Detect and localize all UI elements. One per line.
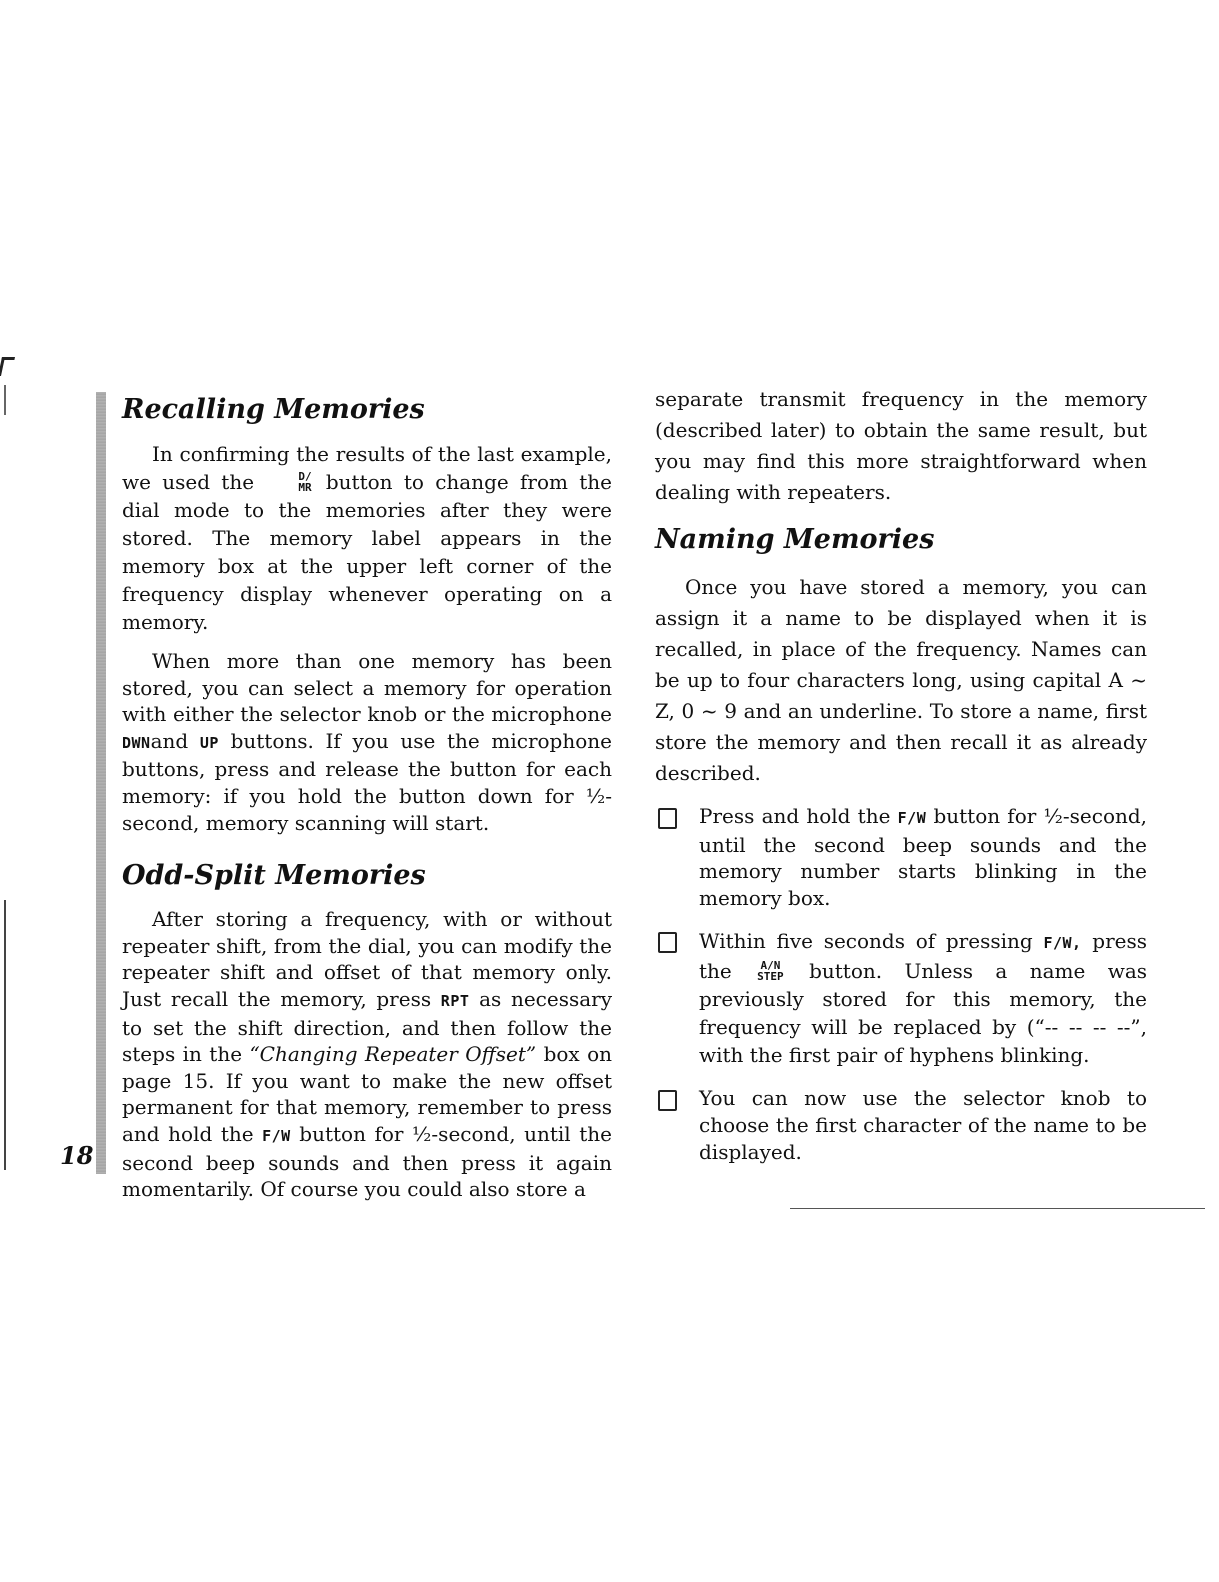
section-side-bar — [96, 392, 106, 1174]
recalling-p1-text-a: In confirming the results of the last example, we used the — [122, 442, 612, 494]
heading-recalling-memories: Recalling Memories — [122, 394, 425, 425]
continuation-paragraph: separate transmit frequency in the memory (described later) to obtain the same result, but you may find this more straightforward when dealing with repeaters. — [655, 387, 1147, 504]
step-1 — [655, 803, 1147, 911]
page-number: 18 — [60, 1141, 94, 1170]
step-3-text: You can now use the selector knob to choose the first character of the name to be displayed. — [699, 1086, 1147, 1164]
recalling-paragraph-2 — [122, 648, 612, 836]
right-column — [655, 384, 1147, 1165]
step-3 — [655, 1085, 1147, 1165]
dwn-key-label: DWN — [122, 733, 151, 752]
step-2 — [655, 927, 1147, 1069]
heading-naming-memories: Naming Memories — [655, 524, 935, 555]
step-1-text-b: button for ½-second, until the second beep sounds and the memory number starts blinking in the memory box. — [699, 804, 1148, 910]
step-2-text — [699, 927, 1147, 1069]
naming-intro-paragraph: Once you have stored a memory, you can assign it a name to be displayed when it is recalled, in place of the frequency. Names can be up to four characters long, using capital A ~ Z, 0 ~ 9 and an underline. To store a name, first store the memory and then recall it as already described. — [655, 575, 1147, 785]
checkbox-icon — [658, 932, 677, 953]
up-key-label: UP — [199, 733, 219, 752]
scan-edge-line — [4, 900, 6, 1170]
scan-corner-mark — [0, 357, 15, 376]
odd-split-text-d: button for ½-second, until the second beep sounds and then press it again momentarily. Of course you could also store a — [122, 1121, 612, 1202]
odd-split-paragraph — [122, 906, 612, 1203]
odd-split-text-a: After storing a frequency, with or without repeater shift, from the dial, you can modify the repeater shift and offset of that memory only. Just recall the memory, press — [122, 907, 612, 1011]
odd-split-text-b: as necessary to set the shift direction, and then follow the steps in the — [122, 986, 613, 1067]
heading-odd-split-memories: Odd-Split Memories — [122, 860, 426, 892]
checkbox-icon — [658, 1090, 677, 1111]
dmr-key-label — [268, 471, 311, 493]
fw-key-label: F/W, — [1043, 934, 1082, 953]
dmr-key-top: D/ — [298, 469, 312, 483]
recalling-p2-text-b: and — [150, 728, 189, 753]
rpt-key-label: RPT — [440, 991, 470, 1010]
an-step-key-label — [757, 960, 784, 982]
left-column — [122, 390, 612, 1203]
checkbox-icon — [658, 808, 677, 829]
an-key-top: A/N — [760, 958, 781, 972]
recalling-paragraph-1 — [122, 440, 612, 636]
step-2-text-a: Within five seconds of pressing — [699, 929, 1033, 954]
step-1-text-a: Press and hold the — [699, 804, 891, 828]
odd-split-text-c: box on page 15. If you want to make the new offset permanent for that memory, remember to press and hold the — [122, 1042, 613, 1146]
bottom-rule — [790, 1208, 1205, 1209]
fw-key-label: F/W — [262, 1126, 291, 1145]
recalling-p1-text-b: button to change from the dial mode to the memories after they were stored. The memory label appears in the memory box at the upper left corner of the frequency display whenever operating on a memory. — [122, 470, 612, 634]
changing-repeater-offset-ref: “Changing Repeater Offset” — [249, 1042, 537, 1067]
step-key-bottom: STEP — [757, 969, 784, 983]
dmr-key-bottom: MR — [298, 480, 312, 494]
step-2-text-c: button. Unless a name was previously stored for this memory, the frequency will be replaced by (“-- -- -- --”, with the first pair of hyphens blinking. — [699, 959, 1148, 1068]
recalling-p2-text-a: When more than one memory has been stored, you can select a memory for operation with either the selector knob or the microphone — [122, 649, 612, 727]
recalling-p2-text-c: buttons. If you use the microphone buttons, press and release the button for each memory: if you hold the button down for ½-second, memory scanning will start. — [122, 728, 613, 835]
scan-edge-line-top — [4, 385, 6, 415]
fw-key-label: F/W — [897, 809, 927, 827]
step-1-text — [699, 803, 1147, 911]
step-2-text-b: press the — [699, 929, 1148, 984]
